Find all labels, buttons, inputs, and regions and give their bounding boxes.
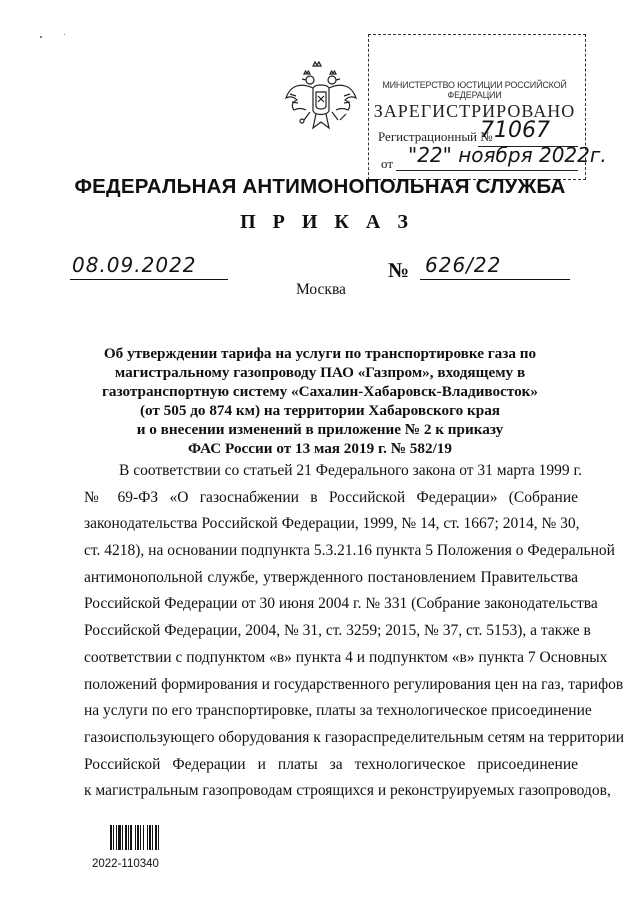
barcode-bar	[110, 825, 112, 850]
body-line: законодательства Российской Федерации, 1999, № 14, ст. 1667; 2014, № 30,	[84, 515, 580, 533]
title-line: и о внесении изменений в приложение № 2 к приказу	[136, 421, 504, 438]
barcode-bar	[128, 825, 129, 850]
order-date: 08.09.2022	[72, 253, 197, 277]
stamp-date: "22" ноября 2022г.	[408, 143, 607, 167]
barcode-bar	[158, 825, 159, 850]
stamp-date-prefix: от	[381, 156, 394, 171]
barcode-bar	[116, 825, 117, 850]
barcode-bar	[113, 825, 114, 850]
title-line: ФАС России от 13 мая 2019 г. № 582/19	[187, 440, 452, 457]
barcode-icon	[110, 825, 174, 850]
date-underline	[70, 279, 228, 280]
title-line: Об утверждении тарифа на услуги по транспортировке газа по	[103, 345, 537, 362]
stamp-registered: ЗАРЕГИСТРИРОВАНО	[373, 101, 576, 121]
barcode-bar	[149, 825, 151, 850]
order-title	[80, 344, 560, 458]
body-line: соответствии с подпунктом «в» пункта 4 и подпунктом «в» пункта 7 Основных	[84, 648, 608, 666]
barcode-bar	[137, 825, 139, 850]
barcode-bar	[125, 825, 127, 850]
barcode-bar	[152, 825, 153, 850]
body-line: антимонопольной службе, утвержденного постановлением Правительства	[84, 568, 578, 586]
barcode-bar	[130, 825, 132, 850]
body-line: к магистральным газопроводам строящихся и реконструируемых газопроводов,	[84, 782, 611, 800]
barcode-bar	[122, 825, 123, 850]
stamp-reg-number-label: Регистрационный №	[378, 129, 493, 144]
stamp-reg-number: 71067	[480, 118, 550, 143]
scan-speck	[40, 36, 42, 38]
coat-of-arms-emblem-icon	[280, 58, 362, 140]
body-line: ст. 4218), на основании подпункта 5.3.21.16 пункта 5 Положения о Федеральной	[84, 542, 615, 560]
barcode-bar	[143, 825, 144, 850]
body-line: Российской Федерации от 30 июня 2004 г. № 331 (Собрание законодательства	[84, 595, 598, 613]
title-line: магистральному газопроводу ПАО «Газпром», входящему в	[114, 364, 526, 381]
order-number: 626/22	[425, 253, 502, 277]
stamp-date-underline	[396, 170, 578, 171]
order-body	[84, 458, 625, 805]
body-line: положений формирования и государственного регулирования цен на газ, тарифов	[84, 675, 624, 693]
barcode-number: 2022-110340	[92, 858, 159, 870]
barcode-bar	[155, 825, 157, 850]
body-line: газоиспользующего оборудования к газораспределительным сетям на территории	[84, 728, 625, 746]
document-type: П Р И К А З	[240, 211, 414, 233]
barcode-bar	[140, 825, 141, 850]
barcode-bar	[135, 825, 136, 850]
barcode-bar	[147, 825, 148, 850]
scan-speck	[64, 34, 65, 35]
barcode-bar	[118, 825, 121, 850]
agency-name: ФЕДЕРАЛЬНАЯ АНТИМОНОПОЛЬНАЯ СЛУЖБА	[74, 175, 566, 198]
body-line: В соответствии со статьей 21 Федерального закона от 31 марта 1999 г.	[119, 462, 582, 479]
stamp-ministry: МИНИСТЕРСТВО ЮСТИЦИИ РОССИЙСКОЙ ФЕДЕРАЦИИ	[382, 80, 567, 100]
title-line: (от 505 до 874 км) на территории Хабаровского края	[139, 402, 501, 419]
body-line: № 69-ФЗ «О газоснабжении в Российской Федерации» (Собрание	[84, 488, 578, 506]
number-underline	[420, 279, 570, 280]
city: Москва	[296, 281, 346, 298]
order-number-label: №	[388, 258, 410, 282]
title-line: газотранспортную систему «Сахалин-Хабаровск-Владивосток»	[101, 383, 539, 400]
body-line: Российской Федерации, 2004, № 31, ст. 3259; 2015, № 37, ст. 5153), а также в	[84, 622, 591, 640]
body-line: на услуги по его транспортировке, платы за технологическое присоединение	[84, 702, 592, 720]
body-line: Российской Федерации и платы за технологическое присоединение	[84, 755, 578, 773]
